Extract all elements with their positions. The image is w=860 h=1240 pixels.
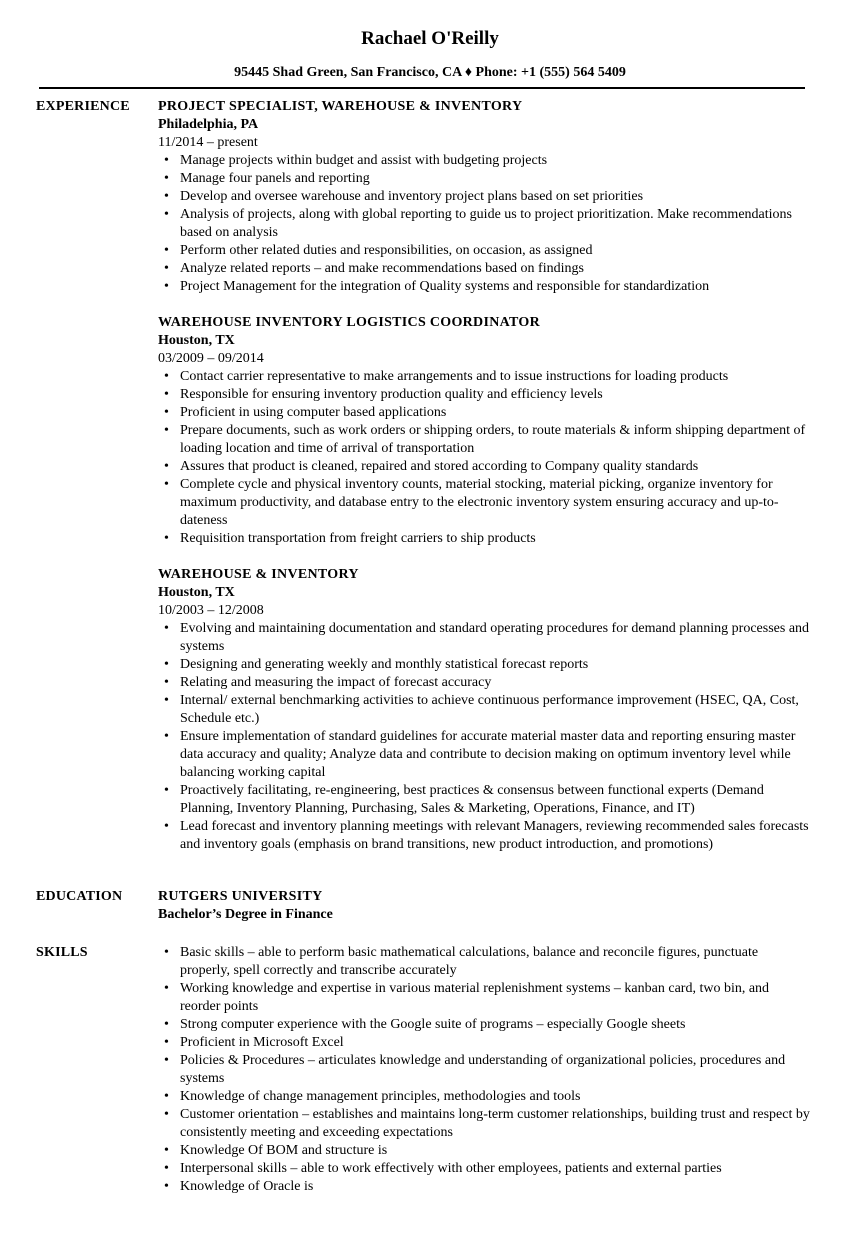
job-title: WAREHOUSE & INVENTORY: [158, 567, 359, 582]
job-entry: [158, 314, 810, 548]
education-label: EDUCATION: [36, 889, 123, 904]
list-item: • Working knowledge and expertise in various material replenishment systems – kanban card, two bin, and reorder points: [158, 980, 810, 1016]
job-dates: 03/2009 – 09/2014: [158, 351, 264, 366]
job-entry: [158, 98, 810, 296]
contact-line: 95445 Shad Green, San Francisco, CA ♦ Phone: +1 (555) 564 5409: [234, 65, 626, 80]
experience-body: [158, 98, 810, 872]
job-duties: [158, 368, 810, 548]
header-divider: [39, 87, 805, 89]
list-item: • Contact carrier representative to make arrangements and to issue instructions for loading products: [158, 368, 810, 386]
list-item: • Analysis of projects, along with global reporting to guide us to project prioritization. Make recommendations based on analysis: [158, 206, 810, 242]
list-item: • Customer orientation – establishes and maintains long-term customer relationships, building trust and respect by consistently meeting and exceeding expectations: [158, 1106, 810, 1142]
job-title: PROJECT SPECIALIST, WAREHOUSE & INVENTORY: [158, 99, 523, 114]
list-item: • Analyze related reports – and make recommendations based on findings: [158, 260, 810, 278]
job-duties: [158, 152, 810, 296]
experience-label: EXPERIENCE: [36, 99, 130, 114]
list-item: • Manage four panels and reporting: [158, 170, 810, 188]
list-item: • Knowledge of change management principles, methodologies and tools: [158, 1088, 810, 1106]
job-location: Philadelphia, PA: [158, 117, 259, 132]
job-duties: [158, 620, 810, 854]
skills-label: SKILLS: [36, 945, 88, 960]
job-dates: 11/2014 – present: [158, 135, 258, 150]
school-name: RUTGERS UNIVERSITY: [158, 889, 323, 904]
list-item: • Develop and oversee warehouse and inventory project plans based on set priorities: [158, 188, 810, 206]
skills-body: [158, 944, 810, 1196]
list-item: • Evolving and maintaining documentation and standard operating procedures for demand planning processes and systems: [158, 620, 810, 656]
job-dates: 10/2003 – 12/2008: [158, 603, 264, 618]
list-item: • Requisition transportation from freight carriers to ship products: [158, 530, 810, 548]
list-item: • Ensure implementation of standard guidelines for accurate material master data and reporting ensuring master data accuracy and quality; Analyze data and contribute to decision making on optimum inventory level while balancing working capital: [158, 728, 810, 782]
education-body: [158, 888, 810, 924]
job-title: WAREHOUSE INVENTORY LOGISTICS COORDINATOR: [158, 315, 540, 330]
list-item: • Knowledge Of BOM and structure is: [158, 1142, 810, 1160]
list-item: • Strong computer experience with the Google suite of programs – especially Google sheets: [158, 1016, 810, 1034]
list-item: • Designing and generating weekly and monthly statistical forecast reports: [158, 656, 810, 674]
candidate-name: Rachael O'Reilly: [361, 28, 499, 49]
list-item: • Manage projects within budget and assist with budgeting projects: [158, 152, 810, 170]
list-item: • Perform other related duties and responsibilities, on occasion, as assigned: [158, 242, 810, 260]
list-item: • Proactively facilitating, re-engineering, best practices & consensus between functional experts (Demand Planning, Inventory Planning, Purchasing, Sales & Marketing, Operations, Finance, and IT): [158, 782, 810, 818]
job-entry: [158, 566, 810, 854]
list-item: • Basic skills – able to perform basic mathematical calculations, balance and reconcile figures, punctuate properly, spell correctly and transcribe accurately: [158, 944, 810, 980]
list-item: • Proficient in Microsoft Excel: [158, 1034, 810, 1052]
list-item: • Interpersonal skills – able to work effectively with other employees, patients and external parties: [158, 1160, 810, 1178]
list-item: • Complete cycle and physical inventory counts, material stocking, material picking, organize inventory for maximum productivity, and database entry to the electronic inventory system ensuring accuracy and up-to-dateness: [158, 476, 810, 530]
list-item: • Lead forecast and inventory planning meetings with relevant Managers, reviewing recommended sales forecasts and inventory goals (emphasis on brand transitions, new product introduction, and promotions): [158, 818, 810, 854]
list-item: • Assures that product is cleaned, repaired and stored according to Company quality standards: [158, 458, 810, 476]
list-item: • Proficient in using computer based applications: [158, 404, 810, 422]
list-item: • Prepare documents, such as work orders or shipping orders, to route materials & inform shipping department of loading location and time of arrival of transportation: [158, 422, 810, 458]
skills-list: [158, 944, 810, 1196]
degree: Bachelor’s Degree in Finance: [158, 907, 333, 922]
list-item: • Project Management for the integration of Quality systems and responsible for standardization: [158, 278, 810, 296]
list-item: • Knowledge of Oracle is: [158, 1178, 810, 1196]
list-item: • Policies & Procedures – articulates knowledge and understanding of organizational policies, procedures and systems: [158, 1052, 810, 1088]
list-item: • Relating and measuring the impact of forecast accuracy: [158, 674, 810, 692]
job-location: Houston, TX: [158, 333, 235, 348]
list-item: • Internal/ external benchmarking activities to achieve continuous performance improvement (HSEC, QA, Cost, Schedule etc.): [158, 692, 810, 728]
job-location: Houston, TX: [158, 585, 235, 600]
resume-header: [0, 0, 860, 89]
list-item: • Responsible for ensuring inventory production quality and efficiency levels: [158, 386, 810, 404]
